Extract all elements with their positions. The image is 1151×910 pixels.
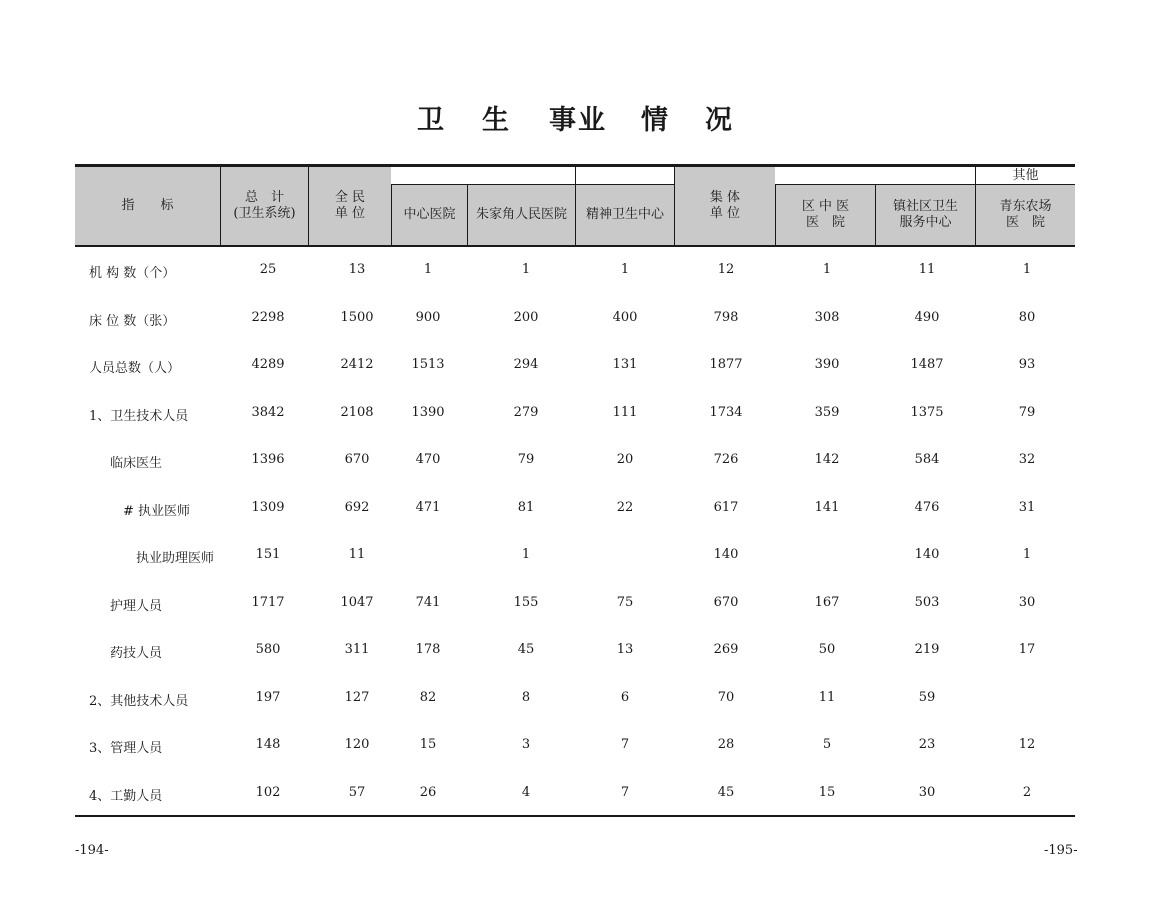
table-cell: 93	[1018, 357, 1036, 372]
table-row	[75, 262, 1075, 282]
header-label: 区 中 医	[801, 199, 850, 214]
row-label: 执业助理医师	[136, 551, 215, 566]
table-cell: 70	[717, 689, 735, 705]
table-row	[75, 357, 1075, 377]
table-cell: 151	[255, 547, 281, 562]
table-cell: 2412	[340, 357, 374, 372]
table-cell: 30	[1018, 594, 1036, 610]
table-header-bottom-rule	[75, 245, 1075, 247]
table-cell: 12	[1018, 737, 1036, 752]
title-char: 卫	[417, 105, 446, 136]
table-row	[75, 452, 1075, 472]
table-cell: 670	[713, 594, 739, 610]
row-label: 人员总数（人）	[89, 361, 181, 376]
table-cell: 1487	[910, 357, 944, 372]
row-label: 药技人员	[110, 646, 163, 661]
header-label: 医 院	[1005, 215, 1045, 230]
row-label: 临床医生	[110, 456, 163, 471]
table-cell: 1	[620, 262, 630, 277]
header-central-hospital	[392, 185, 467, 245]
table-cell: 131	[612, 357, 638, 372]
header-label: 全 民	[334, 190, 366, 205]
table-cell: 900	[415, 309, 441, 325]
table-cell: 390	[814, 357, 840, 372]
table-cell: 490	[914, 309, 940, 325]
header-label: 指 标	[121, 198, 174, 213]
header-label: 医 院	[805, 215, 845, 230]
table-cell: 1	[1022, 262, 1032, 277]
table-cell: 1513	[411, 357, 445, 372]
header-label: 总 计	[244, 190, 284, 205]
header-qingdong-farm	[976, 185, 1075, 245]
header-label: 朱家角人民医院	[475, 207, 567, 222]
header-label: 中心医院	[403, 207, 456, 222]
page-number-left: -194-	[75, 843, 109, 858]
header-label: 其他	[1012, 167, 1039, 183]
table-cell: 23	[918, 737, 936, 752]
table-cell: 111	[612, 404, 638, 420]
table-cell: 31	[1018, 499, 1036, 515]
table-cell: 1375	[910, 404, 944, 420]
table-cell: 470	[415, 452, 441, 467]
row-label: # 执业医师	[123, 503, 191, 519]
table-cell: 127	[344, 689, 370, 705]
table-cell: 28	[717, 737, 735, 752]
table-cell: 476	[914, 499, 940, 515]
table-cell: 80	[1018, 309, 1036, 325]
table-cell: 6	[620, 689, 630, 705]
table-cell: 140	[914, 547, 940, 562]
table-cell: 120	[344, 737, 370, 752]
page-title	[0, 98, 1151, 138]
table-cell: 197	[255, 689, 281, 705]
table-row	[75, 500, 1075, 520]
header-label: 镇社区卫生	[892, 199, 958, 214]
table-cell: 471	[415, 499, 441, 515]
row-label: 床 位 数（张）	[89, 313, 176, 329]
table-cell: 294	[513, 357, 539, 372]
table-cell: 311	[344, 642, 370, 657]
table-cell: 1047	[340, 594, 374, 610]
header-label: (卫生系统)	[233, 206, 296, 221]
table-cell: 15	[818, 784, 836, 800]
table-cell: 45	[517, 642, 535, 657]
table-cell: 4	[521, 784, 531, 800]
title-char: 事业	[549, 105, 607, 136]
page-number-right: -195-	[1044, 843, 1078, 858]
header-zhujiajiao-hospital	[468, 185, 575, 245]
row-label: 3、管理人员	[89, 741, 163, 756]
table-cell: 7	[620, 737, 630, 752]
table-cell: 580	[255, 642, 281, 657]
table-cell: 1717	[251, 594, 285, 610]
header-mental-center	[576, 185, 674, 245]
table-cell: 13	[348, 262, 366, 277]
table-cell: 102	[255, 784, 281, 800]
table-cell: 1	[521, 547, 531, 562]
title-char: 生	[482, 105, 511, 136]
header-group-band	[775, 167, 975, 184]
table-cell: 726	[713, 452, 739, 467]
table-cell: 1	[423, 262, 433, 277]
table-row	[75, 405, 1075, 425]
table-cell: 1877	[709, 357, 743, 372]
table-cell: 22	[616, 499, 634, 515]
table-row	[75, 690, 1075, 710]
table-cell: 670	[344, 452, 370, 467]
table-cell: 1	[521, 262, 531, 277]
table-cell: 8	[521, 689, 531, 705]
header-label: 服务中心	[899, 215, 952, 230]
header-group-band	[391, 167, 674, 184]
table-cell: 30	[918, 784, 936, 800]
table-row	[75, 642, 1075, 662]
table-cell: 12	[717, 262, 735, 277]
row-label: 护理人员	[110, 598, 163, 614]
table-cell: 3	[521, 737, 531, 752]
table-cell: 148	[255, 737, 281, 752]
table-cell: 4289	[251, 357, 285, 372]
table-cell: 13	[616, 642, 634, 657]
table-cell: 359	[814, 404, 840, 420]
table-cell: 1734	[709, 404, 743, 420]
table-cell: 1	[1022, 547, 1032, 562]
table-cell: 59	[918, 689, 936, 705]
table-row	[75, 310, 1075, 330]
table-bottom-rule	[75, 815, 1075, 817]
table-cell: 692	[344, 499, 370, 515]
table-cell: 2	[1022, 784, 1032, 800]
table-cell: 1	[822, 262, 832, 277]
row-label: 2、其他技术人员	[89, 693, 189, 709]
table-cell: 79	[517, 452, 535, 467]
header-label: 青东农场	[999, 199, 1052, 214]
header-other	[976, 167, 1075, 184]
table-cell: 2298	[251, 309, 285, 325]
header-label: 单 位	[709, 206, 741, 221]
header-community-center	[876, 185, 975, 245]
header-label: 集 体	[709, 190, 741, 205]
table-cell: 1396	[251, 452, 285, 467]
table-cell: 142	[814, 452, 840, 467]
table-cell: 82	[419, 689, 437, 705]
table-cell: 7	[620, 784, 630, 800]
table-cell: 11	[918, 262, 936, 277]
table-cell: 75	[616, 594, 634, 610]
table-row	[75, 595, 1075, 615]
title-char: 况	[705, 105, 734, 136]
table-cell: 2108	[340, 404, 374, 420]
table-cell: 1500	[340, 309, 374, 325]
table-cell: 141	[814, 499, 840, 515]
table-cell: 1390	[411, 404, 445, 420]
table-row	[75, 547, 1075, 567]
table-cell: 5	[822, 737, 832, 752]
table-cell: 11	[348, 547, 366, 562]
table-cell: 798	[713, 309, 739, 325]
table-cell: 741	[415, 594, 441, 610]
header-indicator	[75, 167, 220, 245]
table-cell: 25	[259, 262, 277, 277]
table-cell: 279	[513, 404, 539, 420]
table-cell: 584	[914, 452, 940, 467]
table-row	[75, 737, 1075, 757]
title-char: 情	[641, 105, 670, 136]
table-cell: 400	[612, 309, 638, 325]
row-label: 1、卫生技术人员	[89, 408, 189, 424]
header-label: 精神卫生中心	[585, 207, 664, 222]
table-cell: 1309	[251, 499, 285, 515]
header-district-tcm	[776, 185, 875, 245]
table-cell: 32	[1018, 452, 1036, 467]
header-label: 单 位	[334, 206, 366, 221]
header-collective-unit	[675, 167, 775, 245]
header-state-unit	[309, 167, 391, 245]
table-row	[75, 785, 1075, 805]
header-total	[221, 167, 308, 245]
table-cell: 617	[713, 499, 739, 515]
row-label: 4、工勤人员	[89, 788, 163, 804]
table-cell: 81	[517, 499, 535, 515]
table-cell: 155	[513, 594, 539, 610]
table-cell: 15	[419, 737, 437, 752]
table-cell: 57	[348, 784, 366, 800]
table-cell: 50	[818, 642, 836, 657]
table-cell: 219	[914, 642, 940, 657]
row-label: 机 构 数（个）	[89, 266, 176, 281]
table-cell: 308	[814, 309, 840, 325]
table-cell: 269	[713, 642, 739, 657]
table-cell: 167	[814, 594, 840, 610]
table-cell: 200	[513, 309, 539, 325]
table-cell: 79	[1018, 404, 1036, 420]
table-cell: 178	[415, 642, 441, 657]
table-cell: 140	[713, 547, 739, 562]
table-cell: 20	[616, 452, 634, 467]
table-cell: 26	[419, 784, 437, 800]
table-cell: 45	[717, 784, 735, 800]
table-cell: 503	[914, 594, 940, 610]
table-cell: 3842	[251, 404, 285, 420]
table-cell: 17	[1018, 642, 1036, 657]
table-cell: 11	[818, 689, 836, 705]
